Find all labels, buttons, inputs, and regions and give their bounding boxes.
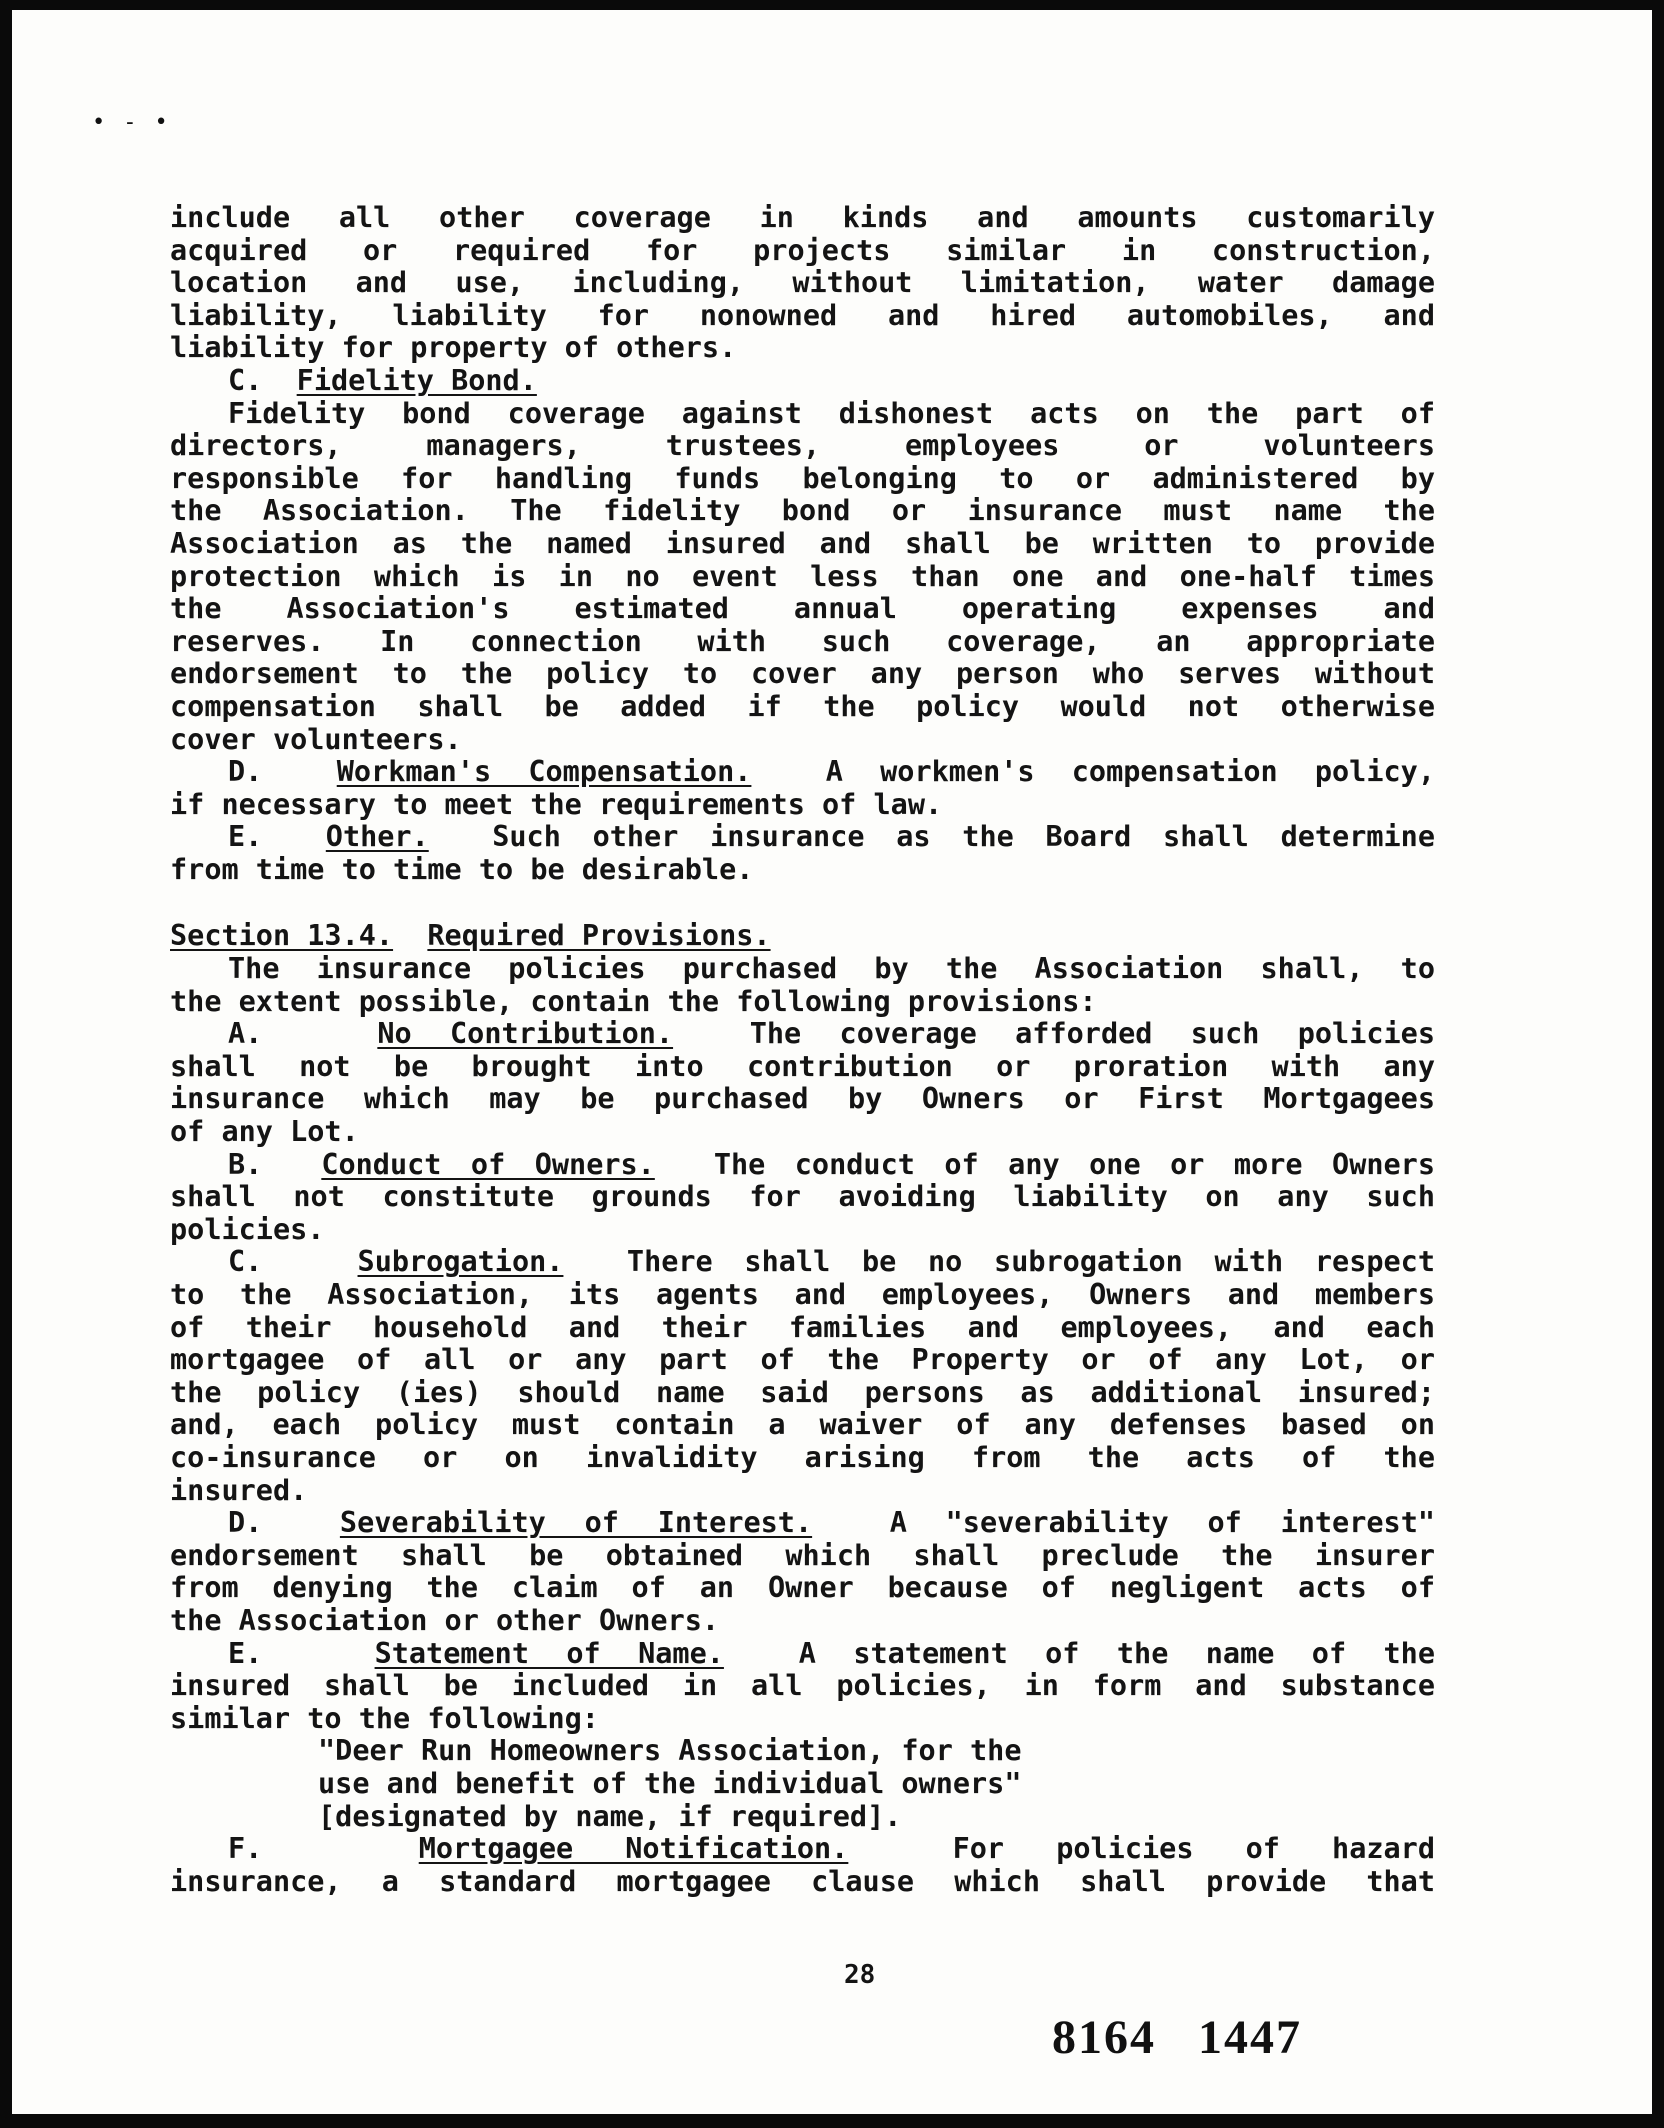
provision-text: co-insurance or on invalidity arising from the acts of the <box>170 1440 1435 1474</box>
provision-text: There shall be no subrogation with respect <box>626 1245 1435 1279</box>
fidelity-line: compensation shall be added if the policy would not otherwise <box>170 689 1435 723</box>
intro-line: acquired or required for projects similar in construction, <box>170 233 1435 267</box>
quoted-name: "Deer Run Homeowners Association, for the <box>318 1734 1022 1768</box>
other-label: E. <box>228 820 263 854</box>
fidelity-line: protection which is in no event less than one and one-half times <box>170 559 1435 593</box>
fidelity-line: cover volunteers. <box>170 722 462 756</box>
provision-text: insured shall be included in all policies, in form and substance <box>170 1669 1435 1703</box>
provision-e <box>170 1638 1435 1671</box>
provision-heading: Severability of Interest. <box>339 1506 813 1540</box>
provision-text: shall not constitute grounds for avoiding liability on any such <box>170 1180 1435 1214</box>
workman-text: A workmen's compensation policy, <box>825 755 1435 789</box>
provision-text: the Association or other Owners. <box>170 1603 720 1637</box>
section-number: Section 13.4. <box>170 919 394 953</box>
page-number: 28 <box>844 1960 876 1990</box>
provision-text: the policy (ies) should name said persons as additional insured; <box>170 1375 1435 1409</box>
scan-artifact-dots-icon: •‐• <box>92 110 186 135</box>
intro-line: location and use, including, without limitation, water damage <box>170 266 1435 300</box>
provision-label: D. <box>228 1506 263 1540</box>
provision-b <box>170 1149 1435 1182</box>
provision-heading: Statement of Name. <box>374 1636 724 1670</box>
provision-text: endorsement shall be obtained which shall preclude the insurer <box>170 1538 1435 1572</box>
fidelity-label: C. <box>228 363 263 397</box>
fidelity-line: responsible for handling funds belonging to or administered by <box>170 461 1435 495</box>
provision-f <box>170 1833 1435 1866</box>
provision-text: mortgagee of all or any part of the Property or of any Lot, or <box>170 1343 1435 1377</box>
provision-label: E. <box>228 1636 263 1670</box>
provision-text: insured. <box>170 1473 308 1507</box>
provision-text: and, each policy must contain a waiver of any defenses based on <box>170 1408 1435 1442</box>
fidelity-line: endorsement to the policy to cover any person who serves without <box>170 657 1435 691</box>
provision-d <box>170 1507 1435 1540</box>
provision-text: of their household and their families and employees, and each <box>170 1310 1435 1344</box>
provision-heading: Subrogation. <box>357 1245 564 1279</box>
provision-text: A statement of the name of the <box>798 1636 1435 1670</box>
provision-c <box>170 1246 1435 1279</box>
provision-text: A "severability of interest" <box>889 1506 1436 1540</box>
provision-label: F. <box>228 1832 263 1866</box>
provision-text: insurance which may be purchased by Owners or First Mortgagees <box>170 1082 1435 1116</box>
section-intro: The insurance policies purchased by the Association shall, to <box>228 952 1435 986</box>
fidelity-line: reserves. In connection with such coverage, an appropriate <box>170 624 1435 658</box>
provision-text: policies. <box>170 1212 325 1246</box>
provision-heading: Mortgagee Notification. <box>418 1832 849 1866</box>
provision-text: For policies of hazard <box>952 1832 1435 1866</box>
other-text: Such other insurance as the Board shall determine <box>492 820 1435 854</box>
provision-text: from denying the claim of an Owner because of negligent acts of <box>170 1571 1435 1605</box>
document-number: 8164 1447 <box>1052 2011 1302 2064</box>
fidelity-line: the Association. The fidelity bond or insurance must name the <box>170 494 1435 528</box>
intro-line: liability for property of others. <box>170 331 737 365</box>
provision-a <box>170 1018 1435 1051</box>
provision-text: to the Association, its agents and employees, Owners and members <box>170 1278 1435 1311</box>
document-page <box>12 10 1652 2114</box>
document-body <box>170 202 1435 1898</box>
fidelity-line: the Association's estimated annual operating expenses and <box>170 592 1435 626</box>
provision-text: insurance, a standard mortgagee clause which shall provide that <box>170 1864 1435 1898</box>
workman-heading: Workman's Compensation. <box>336 755 752 789</box>
provision-label: C. <box>228 1245 263 1279</box>
other-heading: Other. <box>325 820 429 854</box>
workman-line <box>170 756 1435 789</box>
other-line <box>170 821 1435 854</box>
other-text: from time to time to be desirable. <box>170 852 754 886</box>
provision-text: shall not be brought into contribution or proration with any <box>170 1049 1435 1083</box>
section-heading <box>170 920 1435 953</box>
section-title: Required Provisions. <box>427 919 771 953</box>
quoted-name: use and benefit of the individual owners" <box>318 1766 1022 1800</box>
workman-text: if necessary to meet the requirements of law. <box>170 787 943 821</box>
section-intro: the extent possible, contain the following provisions: <box>170 984 1097 1018</box>
fidelity-heading: Fidelity Bond. <box>296 363 537 397</box>
provision-text: The coverage afforded such policies <box>749 1017 1435 1051</box>
fidelity-line: Association as the named insured and shall be written to provide <box>170 526 1435 560</box>
provision-label: A. <box>228 1017 263 1051</box>
quoted-name: [designated by name, if required]. <box>318 1799 902 1833</box>
intro-line: include all other coverage in kinds and amounts customarily <box>170 201 1435 234</box>
fidelity-heading-line <box>170 365 1435 398</box>
provision-text: The conduct of any one or more Owners <box>713 1147 1435 1181</box>
provision-text: similar to the following: <box>170 1701 599 1735</box>
provision-heading: No Contribution. <box>377 1017 674 1051</box>
provision-heading: Conduct of Owners. <box>321 1147 655 1181</box>
workman-label: D. <box>228 755 263 789</box>
intro-line: liability, liability for nonowned and hired automobiles, and <box>170 298 1435 332</box>
provision-label: B. <box>228 1147 263 1181</box>
fidelity-line: directors, managers, trustees, employees or volunteers <box>170 429 1435 463</box>
fidelity-line: Fidelity bond coverage against dishonest acts on the part of <box>228 396 1435 430</box>
provision-text: of any Lot. <box>170 1115 359 1149</box>
